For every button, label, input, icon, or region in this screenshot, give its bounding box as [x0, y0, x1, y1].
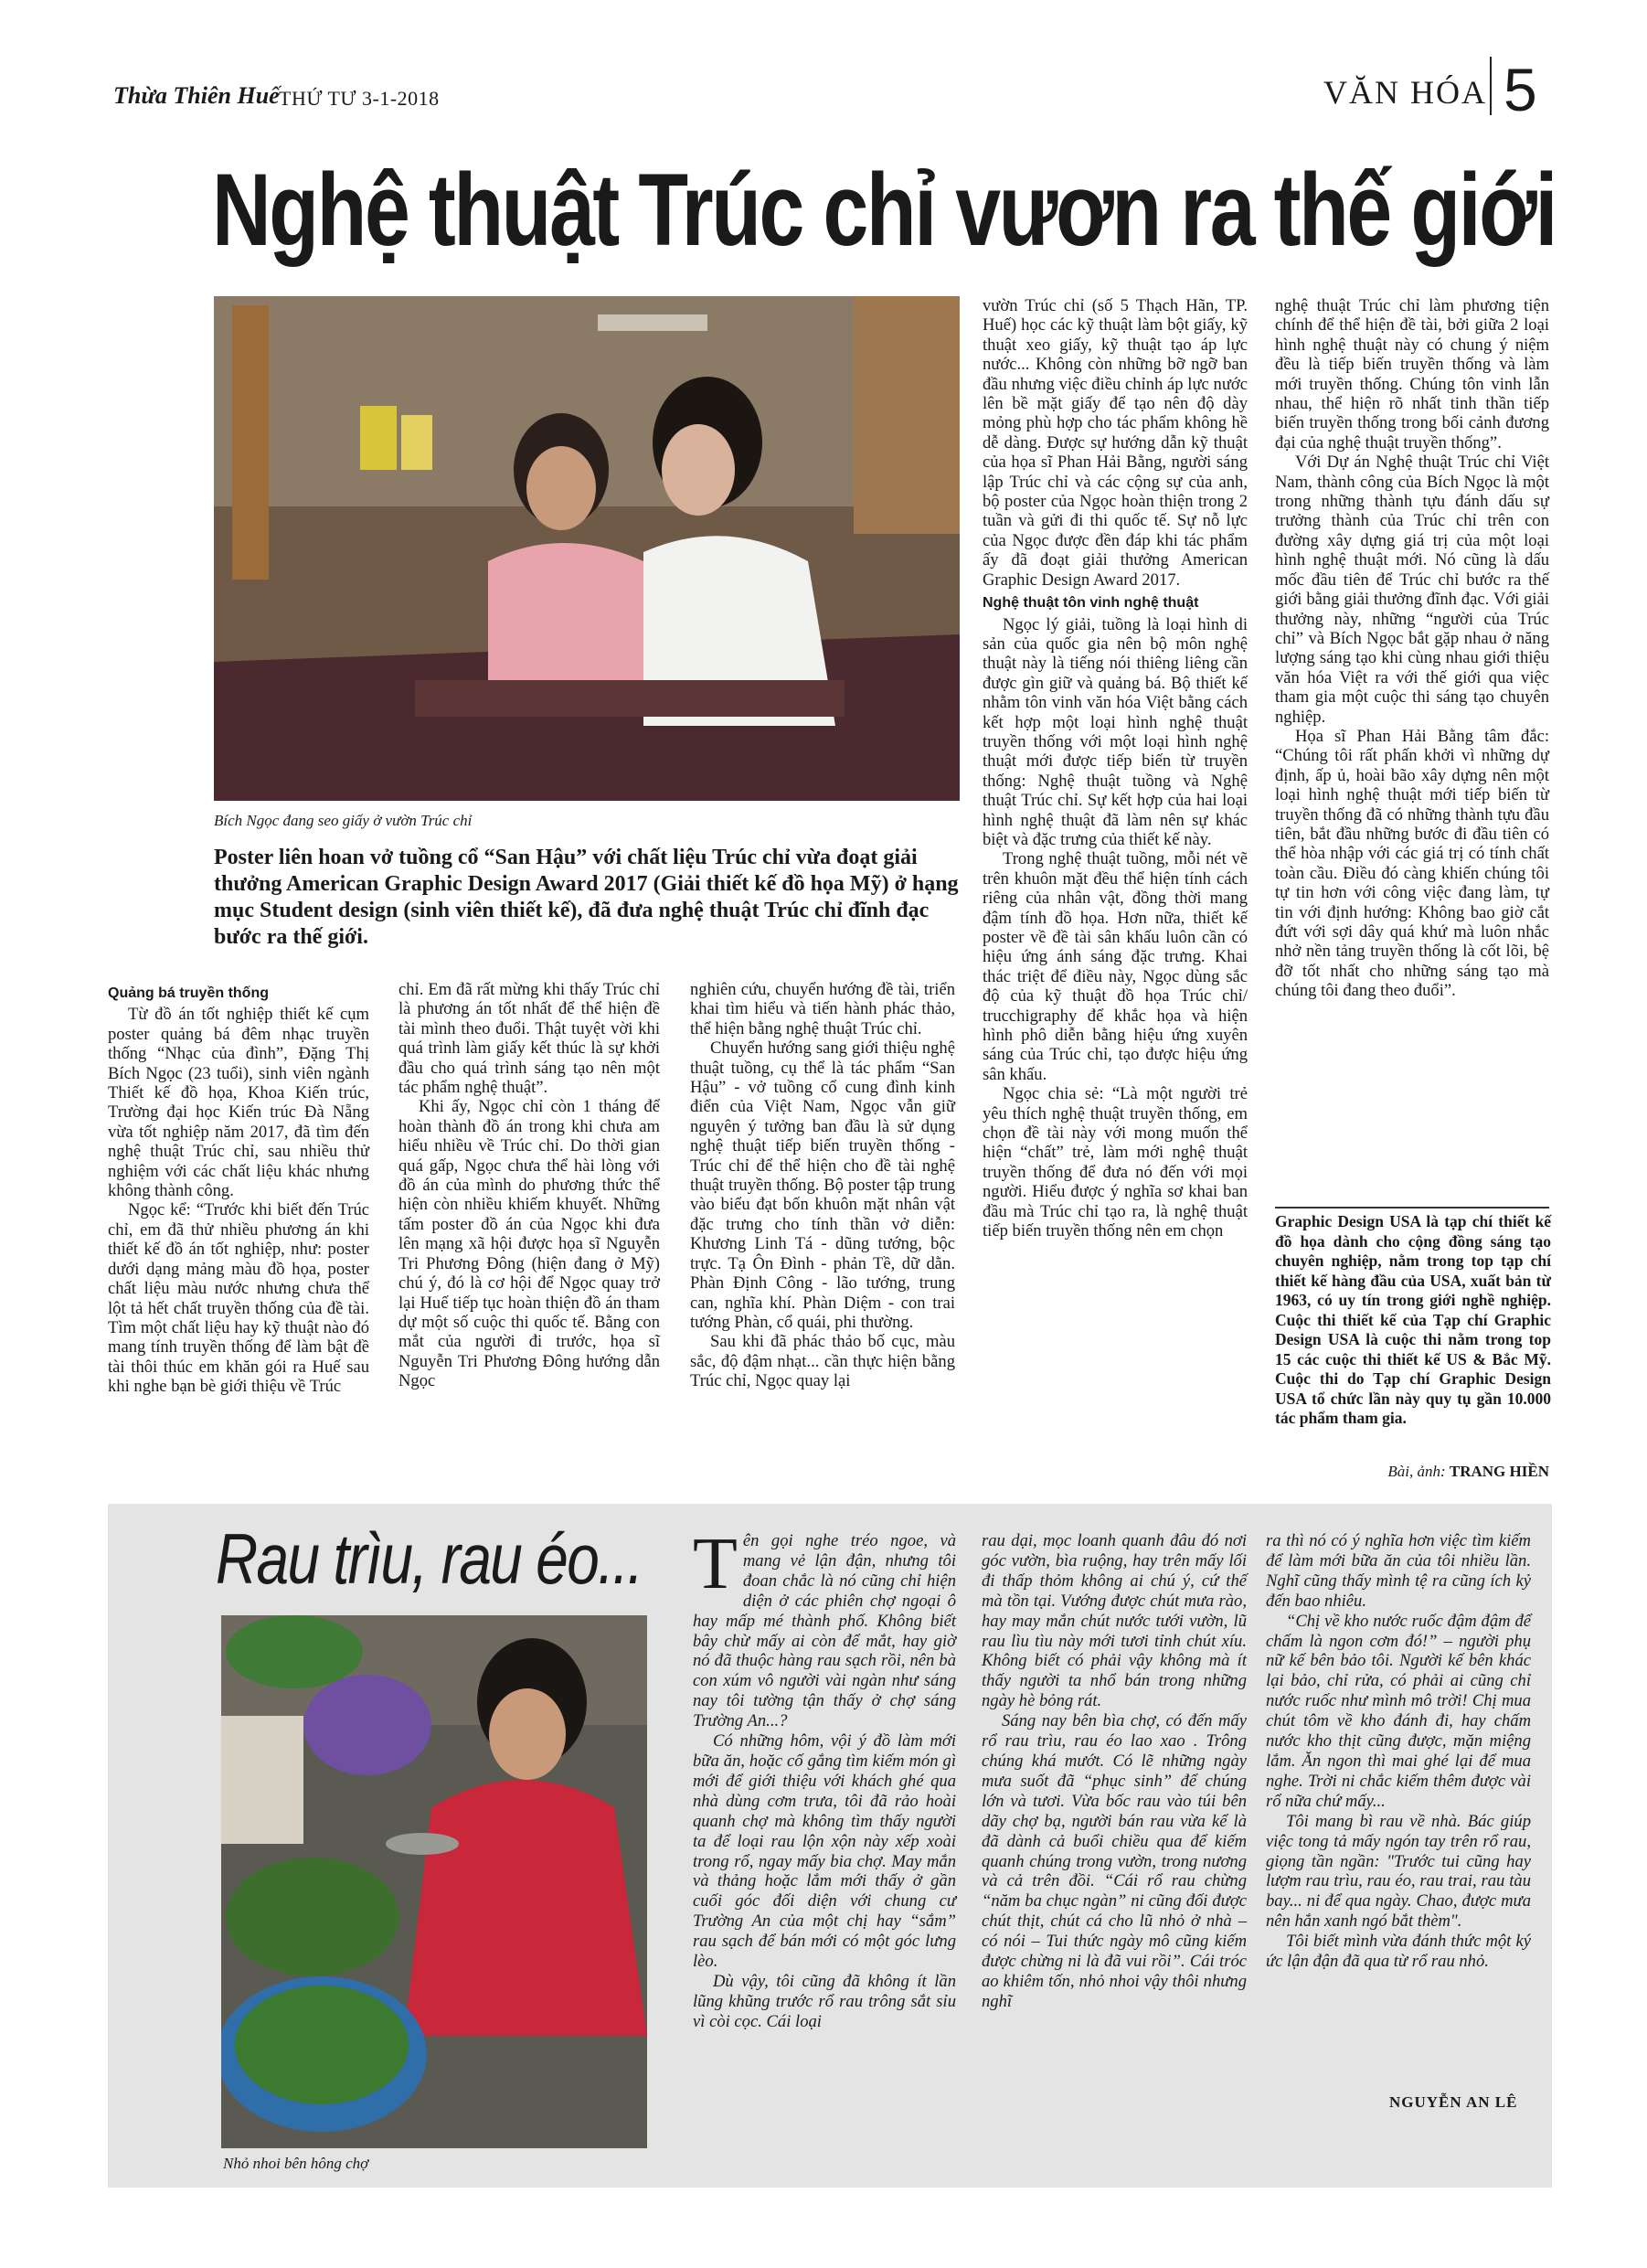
- paragraph: nghệ thuật Trúc chỉ làm phương tiện chính để thể hiện đề tài, bởi giữa 2 loại hình nghệ thuật này có chung ý niệm đều là tiếp biến truyền thống và làm mới truyền thống. Chúng tôn vinh lẫn nhau, thể hiện rõ nhất tinh thần tiếp biến truyền thống trong bối cảnh đương đại của nghệ thuật truyền thống”.: [1275, 296, 1549, 453]
- article-column-4: [983, 296, 1248, 1241]
- photo-caption: Bích Ngọc đang seo giấy ở vườn Trúc chỉ: [214, 812, 473, 829]
- sidebox-divider: [1275, 1207, 1549, 1209]
- paragraph: Tôi biết mình vừa đánh thức một ký ức lận đận đã qua từ rổ rau nhỏ.: [1266, 1932, 1531, 1972]
- header-divider: [1490, 57, 1492, 115]
- article-column-2: [398, 980, 660, 1391]
- paragraph: Trong nghệ thuật tuồng, mỗi nét vẽ trên khuôn mặt đều thể hiện tính cách riêng của nhân vật, đồng thời mang đậm tính đồ họa. Hơn nữa, thiết kế poster về đề tài sân khấu luôn cần có hiệu ứng ánh sáng đặc trưng. Khai thác triệt để điều này, Ngọc dùng sắc độ của kỹ thuật đồ họa Trúc chỉ/ trucchigraphy để khắc họa và hiện hình phô diễn bằng hiệu ứng xuyên sáng của Trúc chỉ, tạo được hiệu ứng sân khấu.: [983, 849, 1248, 1084]
- subheading: Quảng bá truyền thống: [108, 985, 269, 1001]
- article-column-5: [1275, 296, 1549, 1001]
- paragraph: rau dại, mọc loanh quanh đâu đó nơi góc vườn, bìa ruộng, hay trên mấy lối đi thấp thỏm không ai chú ý, cứ thế mà tồn tại. Vướng được chút mưa rào, hay may mắn chút nước tưới vườn, lũ rau lìu tìu này mới tươi tỉnh chút xíu. Không biết có phải vậy không mà ít thấy người ta nhổ bán trong những ngày hè bỏng rát.: [982, 1531, 1247, 1711]
- feature-column-3: [1266, 1531, 1531, 1972]
- paragraph: ra thì nó có ý nghĩa hơn việc tìm kiếm để làm mới bữa ăn của tôi nhiều lần. Nghĩ cũng thấy mình tệ ra cũng ích kỷ đến bao nhiêu.: [1266, 1531, 1531, 1611]
- article-photo-paper-making: [214, 296, 960, 801]
- paragraph: ên gọi nghe tréo ngoe, và mang vẻ lận đận, nhưng tôi đoan chắc là nó cũng chỉ hiện diện ở các phiên chợ ngoại ô hay mấp mé thành phố. Không biết bây chừ mấy ai còn để mắt, hay giờ nó đã thuộc hàng rau sạch rồi, nên bà con xúm vô người vài ngàn như sáng nay tôi tường tận thấy ở chợ sáng Trường An...?: [693, 1531, 956, 1731]
- paragraph: “Chị về kho nước ruốc đậm đậm để chấm là ngon cơm đó!” – người phụ nữ kế bên bảo tôi. Người kế bên khác lại bảo, chỉ rửa, có phải ai cũng chỉ nước ruốc như mình mô trời! Chị mua chút tôm về kho đánh đi, hay chấm nước kho thịt cũng được, mặn miệng lắm. Ăn ngon thì mai ghé lại để mua nghe. Trời ni chắc kiếm thêm được vài rổ nữa chứ mấy...: [1266, 1611, 1531, 1811]
- paragraph: vườn Trúc chỉ (số 5 Thạch Hãn, TP. Huế) học các kỹ thuật làm bột giấy, kỹ thuật xeo giấy, kỹ thuật tạo áp lực nước... Không còn những bỡ ngỡ ban đầu nhưng việc điều chỉnh áp lực nước lên bề mặt giấy để tạo nên độ dày mỏng phù hợp cho tác phẩm không hề dễ dàng. Được sự hướng dẫn kỹ thuật của họa sĩ Phan Hải Bằng, người sáng lập Trúc chỉ và các cộng sự của anh, bộ poster của Ngọc hoàn thiện trong 2 tuần và gửi đi thi quốc tế. Sự nỗ lực của Ngọc được đền đáp khi tác phẩm ấy đã đoạt giải thưởng American Graphic Design Award 2017.: [983, 296, 1248, 590]
- article-byline: [1316, 1463, 1549, 1481]
- drop-cap: T: [693, 1524, 738, 1604]
- paragraph: Từ đồ án tốt nghiệp thiết kế cụm poster quảng bá đêm nhạc truyền thống “Nhạc của đình”, Đặng Thị Bích Ngọc (23 tuổi), sinh viên ngành Thiết kế đồ họa, Khoa Kiến trúc, Trường đại học Kiến trúc Đà Nẵng vừa tốt nghiệp năm 2017, đã tìm đến nghệ thuật Trúc chỉ, sau nhiều thử nghiệm với các chất liệu khác nhưng không thành công.: [108, 1005, 369, 1201]
- paragraph: Sáng nay bên bìa chợ, có đến mấy rổ rau trìu, rau éo lao xao . Trông chúng khá mướt. Có lẽ những ngày mưa suốt đã “phục sinh” để chúng lớn và tươi. Vừa bốc rau vào túi bên dãy chợ bạ, người bán rau vừa kể là đã dành cả buổi chiều qua để kiếm quanh chúng trong vườn, trong nương và cả trên đồi. “Cái rổ rau chừng “năm ba chục ngàn” ni cũng đối được chút thịt, chút cá cho lũ nhỏ ở nhà – có nói – Tui thức ngày mô cũng kiếm được chừng ni là đã vui rồi”. Cái tróc ao khiêm tốn, nhỏ nhoi vậy thôi nhưng nghĩ: [982, 1711, 1247, 2011]
- paragraph: Chuyển hướng sang giới thiệu nghệ thuật tuồng, cụ thể là tác phẩm “San Hậu” - vở tuồng cổ cung đình kinh điển của Việt Nam, Ngọc vẫn giữ nguyên ý tưởng ban đầu là sử dụng nghệ thuật tiếp biến truyền thống - Trúc chỉ để thể hiện cho đề tài nghệ thuật truyền thống. Bộ poster tập trung vào biểu đạt bốn khuôn mặt nhân vật đặc trưng cho tính thần vở diễn: Khương Linh Tá - dũng tướng, bộc trực. Tạ Ôn Đình - phản Tề, dữ dằn. Phàn Định Công - lão tướng, trung can, nghĩa khí. Phàn Diệm - con trai tướng Phàn, cổ quái, phi thường.: [690, 1038, 955, 1332]
- feature-column-1: [693, 1524, 956, 2032]
- feature-photo-vegetable-seller: [221, 1615, 647, 2148]
- byline-prefix: Bài, ảnh:: [1387, 1463, 1446, 1480]
- feature-byline: NGUYỄN AN LÊ: [1389, 2093, 1518, 2111]
- paragraph: Ngọc chia sẻ: “Là một người trẻ yêu thích nghệ thuật truyền thống, em chọn đề tài này với mong muốn thể hiện “chất” trẻ, làm mới nghệ thuật truyền thống để đưa nó đến với mọi người. Hiểu được ý nghĩa sơ khai ban đầu mà Trúc chỉ tạo ra, là nghệ thuật tiếp biến truyền thống nên em chọn: [983, 1084, 1248, 1241]
- subheading: Nghệ thuật tôn vinh nghệ thuật: [983, 595, 1199, 612]
- article-column-3: [690, 980, 955, 1391]
- paragraph: Họa sĩ Phan Hải Bằng tâm đắc: “Chúng tôi rất phấn khởi vì những dự định, ấp ủ, hoài bão xây dựng nên một loại hình nghệ thuật mới tiếp biến từ truyền thống đã có những thành tựu đầu tiên, bắt đầu những bước đi đầu tiên có thể hòa nhập với các giá trị có tính chất toàn cầu. Điều đó càng khiến chúng tôi tự tin hơn với công việc đang làm, tự tin với định hướng: Không bao giờ cắt đứt với sợi dây quá khứ mà luôn nhắc nhở nền tảng truyền thống là cốt lõi, bệ đỡ tốt nhất cho những sáng tạo mà chúng tôi đang theo đuổi”.: [1275, 726, 1549, 1001]
- byline-name: TRANG HIỀN: [1449, 1463, 1549, 1480]
- paragraph: Có những hôm, vội ý đồ làm mới bữa ăn, hoặc cố gắng tìm kiếm món gì mới để giới thiệu với khách ghé qua nhà dùng cơm trưa, tôi đã rảo hoài quanh chợ mà không tìm thấy người ta để loại rau lộn xộn này xếp xoài trong rổ, ngay mấy bia chợ. May mắn và thảng hoặc lắm mới thấy ở gần cuối góc đối diện với chung cư Trường An của một chị hay “sắm” rau sạch để bán mới có một góc lưng lèo.: [693, 1731, 956, 1972]
- issue-date: THỨ TƯ 3-1-2018: [279, 87, 440, 110]
- paragraph: nghiên cứu, chuyển hướng đề tài, triển khai tìm hiểu và tiến hành phác thảo, thể hiện bằng nghệ thuật Trúc chỉ.: [690, 980, 955, 1038]
- feature-photo-caption: Nhỏ nhoi bên hông chợ: [223, 2155, 369, 2172]
- feature-column-2: [982, 1531, 1247, 2012]
- article-column-1: [108, 980, 369, 1397]
- paragraph: Dù vậy, tôi cũng đã không ít lần lũng khũng trước rổ rau trông sắt sỉu vì còi cọc. Cái loại: [693, 1971, 956, 2031]
- article-lede: Poster liên hoan vở tuồng cổ “San Hậu” với chất liệu Trúc chỉ vừa đoạt giải thưởng American Graphic Design Award 2017 (Giải thiết kế đồ họa Mỹ) ở hạng mục Student design (sinh viên thiết kế), đã đưa nghệ thuật Trúc chỉ đĩnh đạc bước ra thế giới.: [214, 846, 959, 949]
- page-number: 5: [1504, 56, 1537, 123]
- paragraph: Tôi mang bì rau về nhà. Bác giúp việc tong tả mấy ngón tay trên rổ rau, giọng tần ngần: "Trước tui cũng hay lượm rau trìu, rau éo, rau trai, rau tàu bay... ni để qua ngày. Chao, được mưa nên hắn xanh ngó bắt thèm".: [1266, 1811, 1531, 1932]
- paragraph: Sau khi đã phác thảo bố cục, màu sắc, độ đậm nhạt... cần thực hiện bằng Trúc chỉ, Ngọc quay lại: [690, 1332, 955, 1391]
- paragraph: Ngọc lý giải, tuồng là loại hình di sản của quốc gia nên bộ môn nghệ thuật này là tiếng nói thiêng liêng cần được gìn giữ và quảng bá. Bộ thiết kế nhằm tôn vinh văn hóa Việt bằng cách kết hợp một loại hình nghệ thuật truyền thống với một loại hình nghệ thuật mới được tiếp biến từ truyền thống: Nghệ thuật tuồng và Nghệ thuật Trúc chỉ. Sự kết hợp của hai loại hình nghệ thuật đã làm nên sự khác biệt và đặc trưng của thiết kế này.: [983, 614, 1248, 849]
- paragraph: Với Dự án Nghệ thuật Trúc chỉ Việt Nam, thành công của Bích Ngọc là một trong những thành tựu đánh dấu sự trưởng thành của Trúc chỉ trên con đường xây dựng giá trị của một loại hình nghệ thuật mới. Nó cũng là dấu mốc đầu tiên để Trúc chỉ bước ra thế giới bằng giải thưởng đĩnh đạc. Với giải thưởng này, những “người của Trúc chỉ” và Bích Ngọc bắt gặp nhau ở năng lượng sáng tạo khi cùng nhau giới thiệu văn hóa Việt ra với thế giới qua việc tham gia một cuộc thi sáng tạo chuyên nghiệp.: [1275, 453, 1549, 727]
- paragraph: chỉ. Em đã rất mừng khi thấy Trúc chỉ là phương án tốt nhất để thể hiện đề tài mình theo đuổi. Thật tuyệt vời khi quá trình làm giấy kết thúc là sự khởi đầu cho quá trình sáng tạo nên một tác phẩm nghệ thuật”.: [398, 980, 660, 1098]
- section-label: VĂN HÓA: [1323, 74, 1487, 111]
- article-headline: Nghệ thuật Trúc chỉ vươn ra thế giới: [212, 153, 1556, 267]
- sidebox-graphic-design-usa: Graphic Design USA là tạp chí thiết kế đồ họa dành cho cộng đồng sáng tạo chuyên nghiệp, nằm trong top tạp chí thiết kế hàng đầu của USA, xuất bản từ 1963, có uy tín trong giới nghề nghiệp. Cuộc thi thiết kế của Tạp chí Graphic Design USA là cuộc thi nằm trong top 15 các cuộc thi thiết kế US & Bắc Mỹ. Cuộc thi do Tạp chí Graphic Design USA tổ chức lần này quy tụ gần 10.000 tác phẩm tham gia.: [1275, 1212, 1551, 1427]
- feature-title: Rau trìu, rau éo...: [216, 1518, 643, 1599]
- newspaper-name: Thừa Thiên Huế: [113, 82, 280, 109]
- paragraph: Ngọc kể: “Trước khi biết đến Trúc chỉ, em đã thử nhiều phương án khi thiết kế đồ án tốt nghiệp, như: poster dưới dạng mảng màu đồ họa, poster chất liệu màu nước nhưng chưa thể lột tả hết chất truyền thống của đề tài. Tìm một chất liệu hay kỹ thuật nào đó mang tính truyền thống để làm bật đề tài thôi thúc em khăn gói ra Huế sau khi nghe bạn bè giới thiệu về Trúc: [108, 1200, 369, 1397]
- paragraph: Khi ấy, Ngọc chỉ còn 1 tháng để hoàn thành đồ án trong khi chưa am hiểu nhiều về Trúc chỉ. Do thời gian quá gấp, Ngọc chưa thể hài lòng với đồ án của mình do phương thức thể hiện còn nhiều khiếm khuyết. Những tấm poster đồ án của Ngọc khi đưa lên mạng xã hội được họa sĩ Nguyễn Tri Phương Đông (hiện đang ở Mỹ) chú ý, đó là cơ hội để Ngọc quay trở lại Huế tiếp tục hoàn thiện đồ án tham dự một số cuộc thi quốc tế. Bằng con mắt của người đi trước, họa sĩ Nguyễn Tri Phương Đông hướng dẫn Ngọc: [398, 1097, 660, 1391]
